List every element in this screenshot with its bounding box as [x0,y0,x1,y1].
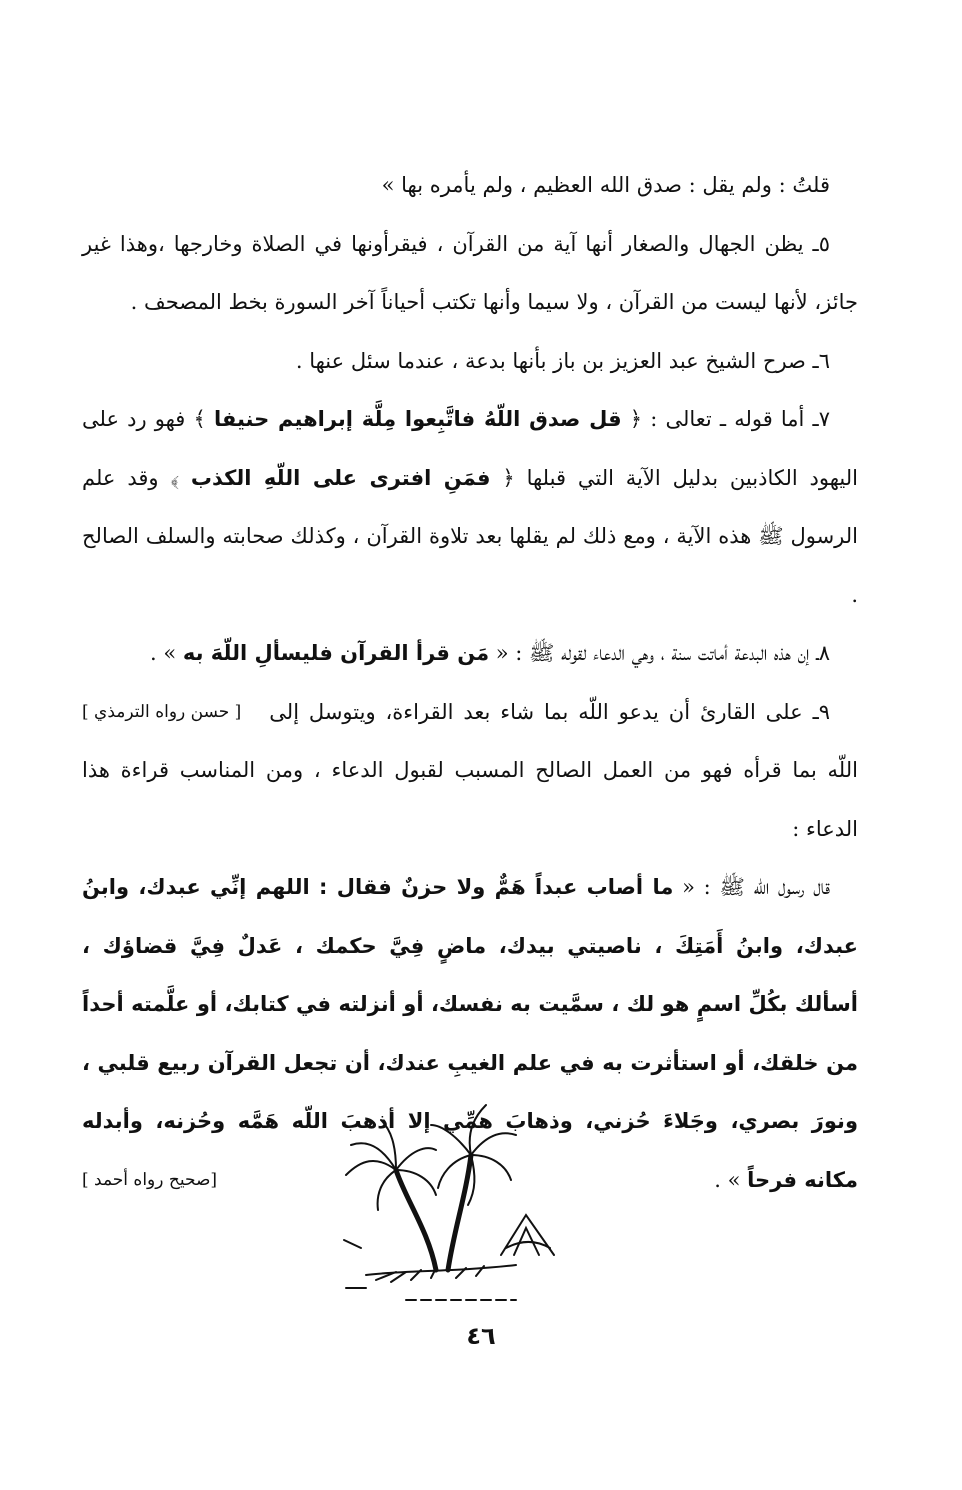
point-9-text: ٩ـ على القارئ أن يدعو اللّه بما شاء بعد القراءة، ويتوسل إلى اللّه بما قرأه فهو من العمل الصالح المسبب لقبول الدعاء ، ومن المناسب قراءة هذا الدعاء : [82,699,858,841]
point-8-intro: ٨ـ إن هذه البدعة أماتت سنة ، وهي الدعاء لقوله ﷺ : « [495,641,830,665]
hadith-1: مَن قرأ القرآن فليسألِ اللّهَ به [182,641,490,665]
paragraph-7 [82,390,858,624]
point-7-end: ﴾ وقد علم الرسول ﷺ هذه الآية ، ومع ذلك لم يقلها بعد تلاوة القرآن ، وكذلك صحابته والسلف الصالح . [82,465,858,607]
quran-verse-1: قل صدق اللّهُ فاتَّبِعوا مِلَّة إبراهيم حنيفا [213,407,622,431]
page-number: ٤٦ [466,1322,496,1350]
paragraph-note [82,156,858,215]
dua-intro: قال رسول اللّه ﷺ : « [682,875,830,899]
point-5-text: ٥ـ يظن الجهال والصغار أنها آية من القرآن ، فيقرأونها في الصلاة وخارجها ،وهذا غير جائز، لأنها ليست من القرآن ، ولا سيما وأنها تكتب أحياناً آخر السورة بخط المصحف . [82,231,858,314]
point-7-intro: ٧ـ أما قوله ـ تعالى : ﴿ [629,407,830,431]
dua-text: ما أصاب عبداً هَمٌّ ولا حزنٌ فقال : اللهم إنِّي عبدك، وابنُ عبدك، وابنُ أَمَتِكَ ، ناصيتي بيدك، ماضٍ فِيَّ حكمك ، عَدلٌ فِيَّ قضاؤك ، أسألك بكُلِّ اسمٍ هو لك ، سمَّيت به نفسك، أو أنزلته في كتابك، أو علَّمته أحداً من خلقك، أو استأثرت به في علم الغيبِ عندك، أن تجعل القرآن ربيع قلبي ، ونورَ بصري، وجَلاءَ حُزني، وذهابَ همِّي إلا أذهبَ اللّه هَمَّه وحُزنه، وأبدله مكانه فرحاً [82,875,858,1192]
quran-verse-2: فمَنِ افترى على اللّهِ الكذب [190,465,491,490]
palm-tree-illustration [336,1100,576,1315]
point-7-middle: ﴾ فهو رد على اليهود الكاذبين بدليل الآية التي قبلها ﴿ [82,407,858,490]
paragraph-5 [82,215,858,332]
paragraph-6 [82,332,858,391]
hadith-1-reference: [ حسن رواه الترمذي ] [82,701,242,722]
point-8-end: » . [149,641,177,665]
dua-end: » . [714,1167,741,1192]
point-6-text: ٦ـ صرح الشيخ عبد العزيز بن باز بأنها بدعة ، عندما سئل عنها . [295,348,830,373]
paragraph-8 [82,624,858,722]
body-text [82,156,858,1209]
note-text: قلتُ : ولم يقل : صدق الله العظيم ، ولم يأمره بها » [381,173,830,197]
dua-reference: [صحيح رواه أحمد ] [82,1169,218,1190]
